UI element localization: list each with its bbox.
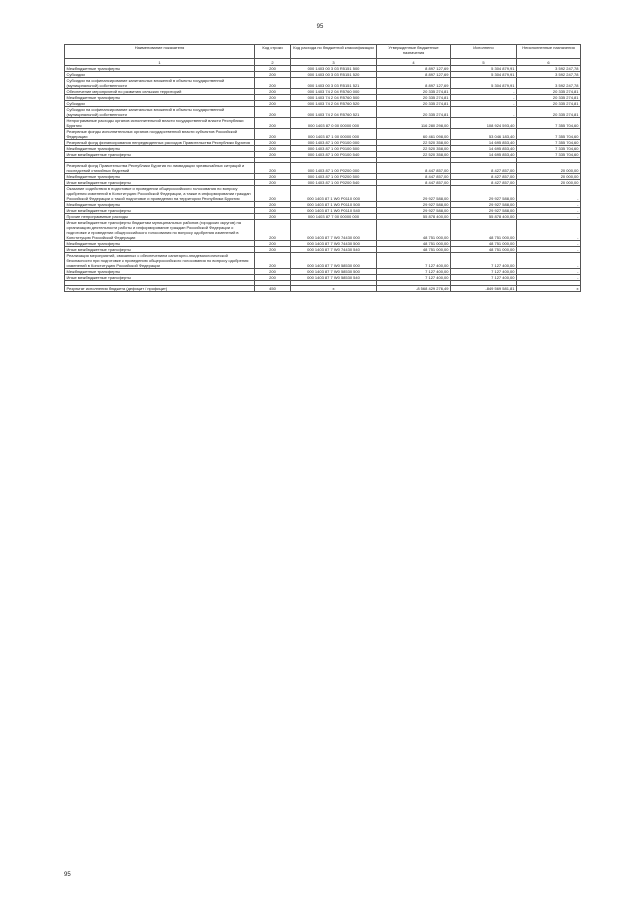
row-code-cell: 200	[255, 78, 291, 89]
row-classification-cell: 000 1403 87 1 00 P0200 500	[291, 174, 377, 180]
row-name-cell: Иные межбюджетные трансферты	[65, 247, 255, 253]
row-executed-cell: 55 878 400,00	[451, 214, 517, 220]
row-approved-cell: 48 751 000,00	[377, 241, 451, 247]
table-row	[65, 220, 581, 241]
row-unexecuted-cell: 20 000,00	[517, 180, 581, 186]
row-unexecuted-cell: 20 335 274,81	[517, 107, 581, 118]
row-code-cell: 200	[255, 269, 291, 275]
row-name-cell: Результат исполнения бюджета (дефицит / профицит)	[65, 286, 255, 292]
row-classification-cell: 000 1403 00 3 03 R5151 521	[291, 78, 377, 89]
row-unexecuted-cell: 20 000,00	[517, 163, 581, 174]
row-code-cell: 200	[255, 214, 291, 220]
row-name-cell: Реализация мероприятий, связанных с обеспечением санитарно-эпидемиологической безопасности при подготовке к проведению общероссийского голосования по вопросу одобрения изменений в Конституцию Российской Федерации	[65, 253, 255, 269]
table-row	[65, 253, 581, 269]
row-unexecuted-cell: 7 355 704,60	[517, 140, 581, 146]
row-approved-cell: 20 335 274,81	[377, 107, 451, 118]
row-executed-cell: 14 695 853,40	[451, 152, 517, 158]
row-approved-cell: 8 897 127,69	[377, 78, 451, 89]
row-code-cell: 200	[255, 253, 291, 269]
row-name-cell: Обеспечение мероприятий по развитию сельских территорий	[65, 89, 255, 95]
row-unexecuted-cell: 3 592 247,78	[517, 72, 581, 78]
row-code-cell: 200	[255, 140, 291, 146]
row-code-cell: 200	[255, 107, 291, 118]
row-name-cell: Межбюджетные трансферты	[65, 241, 255, 247]
row-unexecuted-cell: -	[517, 253, 581, 269]
row-name-cell: Резервный фонд Правительства Республики Бурятия по ликвидации чрезвычайных ситуаций и последствий стихийных бедствий	[65, 163, 255, 174]
row-executed-cell: 5 304 879,91	[451, 66, 517, 72]
row-approved-cell: 7 127 400,00	[377, 269, 451, 275]
header-executed: Исполнено	[451, 45, 517, 59]
col-number: 3	[291, 59, 377, 66]
row-executed-cell: 14 695 853,40	[451, 140, 517, 146]
row-code-cell: 200	[255, 174, 291, 180]
row-unexecuted-cell: -	[517, 220, 581, 241]
page-number-top: 95	[316, 24, 324, 30]
row-code-cell: 200	[255, 275, 291, 281]
row-approved-cell: 22 520 358,00	[377, 152, 451, 158]
row-approved-cell: 55 878 400,00	[377, 214, 451, 220]
row-executed-cell: 7 127 400,00	[451, 269, 517, 275]
table-row	[65, 107, 581, 118]
row-executed-cell: -	[451, 107, 517, 118]
row-name-cell: Иные межбюджетные трансферты	[65, 208, 255, 214]
row-executed-cell: -	[451, 95, 517, 101]
row-unexecuted-cell: -	[517, 269, 581, 275]
row-executed-cell: 8 427 857,00	[451, 180, 517, 186]
row-approved-cell: 22 520 358,00	[377, 140, 451, 146]
row-approved-cell: 20 335 274,81	[377, 95, 451, 101]
row-classification-cell: 000 1403 87 1 00 00000 000	[291, 129, 377, 140]
row-approved-cell: 48 751 000,00	[377, 220, 451, 241]
row-name-cell: Прочие непрограммные расходы	[65, 214, 255, 220]
table-row	[65, 163, 581, 174]
table-row	[65, 286, 581, 292]
row-classification-cell: 000 1403 87 1 00 P0100 000	[291, 140, 377, 146]
row-approved-cell: 7 127 400,00	[377, 253, 451, 269]
row-unexecuted-cell: -	[517, 208, 581, 214]
row-executed-cell: -	[451, 101, 517, 107]
row-code-cell: 450	[255, 286, 291, 292]
row-name-cell: Межбюджетные трансферты	[65, 202, 255, 208]
row-classification-cell: 000 1403 87 1 W0 P0110 000	[291, 186, 377, 202]
row-executed-cell: 53 046 183,40	[451, 129, 517, 140]
row-unexecuted-cell: 20 000,00	[517, 174, 581, 180]
row-name-cell: Субсидии	[65, 72, 255, 78]
row-classification-cell: 000 1403 74 2 04 R5760 521	[291, 107, 377, 118]
row-approved-cell: 29 927 588,00	[377, 208, 451, 214]
row-classification-cell: 000 1403 87 7 W0 58530 540	[291, 275, 377, 281]
header-unexecuted: Неисполненные назначения	[517, 45, 581, 59]
col-number: 6	[517, 59, 581, 66]
row-unexecuted-cell: 7 355 704,60	[517, 118, 581, 129]
row-executed-cell: 29 927 588,00	[451, 208, 517, 214]
table-row	[65, 129, 581, 140]
row-code-cell: 200	[255, 101, 291, 107]
col-number: 5	[451, 59, 517, 66]
row-unexecuted-cell: 7 335 704,60	[517, 152, 581, 158]
row-executed-cell: 48 751 000,00	[451, 241, 517, 247]
row-approved-cell: 29 927 588,00	[377, 202, 451, 208]
row-executed-cell: 7 127 400,00	[451, 275, 517, 281]
col-number: 4	[377, 59, 451, 66]
row-approved-cell: 116 280 298,00	[377, 118, 451, 129]
row-classification-cell: 000 1403 87 7 W0 74430 000	[291, 220, 377, 241]
table-row	[65, 78, 581, 89]
row-classification-cell: 000 1403 87 7 W0 58530 500	[291, 269, 377, 275]
row-classification-cell: 000 1403 74 2 04 R5760 500	[291, 95, 377, 101]
row-code-cell: 200	[255, 152, 291, 158]
row-unexecuted-cell: 20 335 274,81	[517, 101, 581, 107]
row-classification-cell: 000 1403 87 1 00 P0200 540	[291, 180, 377, 186]
row-executed-cell: 5 304 879,91	[451, 78, 517, 89]
budget-execution-table	[64, 44, 581, 292]
header-line-code: Код строки	[255, 45, 291, 59]
row-executed-cell: -849 569 581,81	[451, 286, 517, 292]
row-name-cell: Межбюджетные трансферты	[65, 146, 255, 152]
row-executed-cell: 14 695 853,40	[451, 146, 517, 152]
row-classification-cell: 000 1403 87 7 00 00000 000	[291, 214, 377, 220]
column-number-row	[65, 59, 581, 66]
row-approved-cell: 22 520 358,00	[377, 146, 451, 152]
row-code-cell: 200	[255, 163, 291, 174]
row-executed-cell: 108 924 593,40	[451, 118, 517, 129]
row-code-cell: 200	[255, 66, 291, 72]
row-name-cell: Непрограммные расходы органов исполнительной власти государственной власти Республики Бурятия	[65, 118, 255, 129]
header-name: Наименование показателя	[65, 45, 255, 59]
row-classification-cell: 000 1403 74 2 04 R5760 000	[291, 89, 377, 95]
row-code-cell: 200	[255, 72, 291, 78]
row-classification-cell: x	[291, 286, 377, 292]
row-classification-cell: 000 1403 00 3 03 R5151 500	[291, 66, 377, 72]
row-code-cell: 200	[255, 180, 291, 186]
row-code-cell: 200	[255, 247, 291, 253]
row-executed-cell: 29 927 588,00	[451, 186, 517, 202]
row-classification-cell: 000 1403 87 7 W0 58530 000	[291, 253, 377, 269]
row-approved-cell: 7 127 400,00	[377, 275, 451, 281]
row-unexecuted-cell: -	[517, 186, 581, 202]
row-code-cell: 200	[255, 241, 291, 247]
row-classification-cell: 000 1403 00 3 03 R5151 520	[291, 72, 377, 78]
row-code-cell: 200	[255, 202, 291, 208]
row-name-cell: Субсидии	[65, 101, 255, 107]
row-executed-cell: 48 751 000,00	[451, 220, 517, 241]
row-code-cell: 200	[255, 186, 291, 202]
row-name-cell: Резервные фонды исполнительных органов государственной власти субъектов Российской Федерации	[65, 129, 255, 140]
row-name-cell: Иные межбюджетные трансферты	[65, 180, 255, 186]
row-classification-cell: 000 1403 74 2 04 R5760 520	[291, 101, 377, 107]
row-classification-cell: 000 1403 87 1 W0 P0110 540	[291, 208, 377, 214]
row-classification-cell: 000 1403 87 0 00 00000 000	[291, 118, 377, 129]
row-unexecuted-cell: 20 335 274,81	[517, 89, 581, 95]
row-unexecuted-cell: -	[517, 247, 581, 253]
row-classification-cell: 000 1403 87 1 00 P0200 000	[291, 163, 377, 174]
row-unexecuted-cell: 7 355 704,60	[517, 129, 581, 140]
row-unexecuted-cell: -	[517, 202, 581, 208]
row-approved-cell: 8 897 127,69	[377, 72, 451, 78]
row-approved-cell: 60 461 098,00	[377, 129, 451, 140]
row-classification-cell: 000 1403 87 1 00 P0100 500	[291, 146, 377, 152]
row-name-cell: Иные межбюджетные трансферты	[65, 152, 255, 158]
col-number: 1	[65, 59, 255, 66]
page-number-bottom: 95	[64, 872, 71, 878]
row-executed-cell: 7 127 400,00	[451, 253, 517, 269]
row-unexecuted-cell: x	[517, 286, 581, 292]
header-classification: Код расхода по бюджетной классификации	[291, 45, 377, 59]
row-classification-cell: 000 1403 87 7 W0 74430 540	[291, 247, 377, 253]
row-code-cell: 200	[255, 89, 291, 95]
row-approved-cell: 8 447 857,00	[377, 163, 451, 174]
row-name-cell: Межбюджетные трансферты	[65, 95, 255, 101]
row-executed-cell: -	[451, 89, 517, 95]
row-classification-cell: 000 1403 87 7 W0 74430 500	[291, 241, 377, 247]
row-name-cell: Резервный фонд финансирования непредвиденных расходов Правительства Республики Бурятия	[65, 140, 255, 146]
header-approved: Утвержденные бюджетные назначения	[377, 45, 451, 59]
row-executed-cell: 5 304 879,91	[451, 72, 517, 78]
table-body	[65, 66, 581, 292]
table-row	[65, 118, 581, 129]
row-unexecuted-cell: 20 335 274,81	[517, 95, 581, 101]
row-code-cell: 200	[255, 208, 291, 214]
row-code-cell: 200	[255, 95, 291, 101]
row-executed-cell: 8 427 857,00	[451, 163, 517, 174]
row-unexecuted-cell: -	[517, 241, 581, 247]
row-approved-cell: 8 447 857,00	[377, 180, 451, 186]
row-unexecuted-cell: 3 592 247,78	[517, 66, 581, 72]
row-name-cell: Субсидии на софинансирование капитальных вложений в объекты государственной (муниципальной) собственности	[65, 78, 255, 89]
row-name-cell: Межбюджетные трансферты	[65, 174, 255, 180]
row-name-cell: Иные межбюджетные трансферты бюджетам муниципальных районов (городских округов) на организацию деятельности работы и информирование граждан Российской Федерации о подготовке и проведении общероссийского голосования по вопросу одобрения изменений в Конституцию Российской Федерации	[65, 220, 255, 241]
row-code-cell: 200	[255, 118, 291, 129]
row-executed-cell: 8 427 857,00	[451, 174, 517, 180]
row-approved-cell: -8 568 429 276,49	[377, 286, 451, 292]
row-approved-cell: 48 751 000,00	[377, 247, 451, 253]
row-name-cell: Межбюджетные трансферты	[65, 269, 255, 275]
row-approved-cell: 8 897 127,69	[377, 66, 451, 72]
row-approved-cell: 8 447 857,00	[377, 174, 451, 180]
row-unexecuted-cell: -	[517, 275, 581, 281]
row-executed-cell: 29 927 588,00	[451, 202, 517, 208]
table-row	[65, 186, 581, 202]
row-unexecuted-cell: 3 592 247,78	[517, 78, 581, 89]
row-name-cell: Иные межбюджетные трансферты	[65, 275, 255, 281]
row-classification-cell: 000 1403 87 1 W0 P0110 500	[291, 202, 377, 208]
row-executed-cell: 48 751 000,00	[451, 247, 517, 253]
row-approved-cell: 29 927 588,00	[377, 186, 451, 202]
row-code-cell: 200	[255, 146, 291, 152]
table-header-row	[65, 45, 581, 59]
row-classification-cell: 000 1403 87 1 00 P0100 540	[291, 152, 377, 158]
row-name-cell: Субсидии на софинансирование капитальных вложений в объекты государственной (муниципальной) собственности	[65, 107, 255, 118]
row-approved-cell: 20 335 274,81	[377, 101, 451, 107]
row-approved-cell: 20 335 274,81	[377, 89, 451, 95]
row-code-cell: 200	[255, 220, 291, 241]
table-row	[65, 140, 581, 146]
row-unexecuted-cell: -	[517, 214, 581, 220]
row-name-cell: Межбюджетные трансферты	[65, 66, 255, 72]
row-name-cell: Оказание содействия в подготовке и проведении общероссийского голосования по вопросу одобрения изменений в Конституцию Российской Федерации, а также в информировании граждан Российской Федерации о такой подготовке и проведении на территории Республики Бурятия	[65, 186, 255, 202]
row-code-cell: 200	[255, 129, 291, 140]
col-number: 2	[255, 59, 291, 66]
row-unexecuted-cell: 7 335 704,60	[517, 146, 581, 152]
